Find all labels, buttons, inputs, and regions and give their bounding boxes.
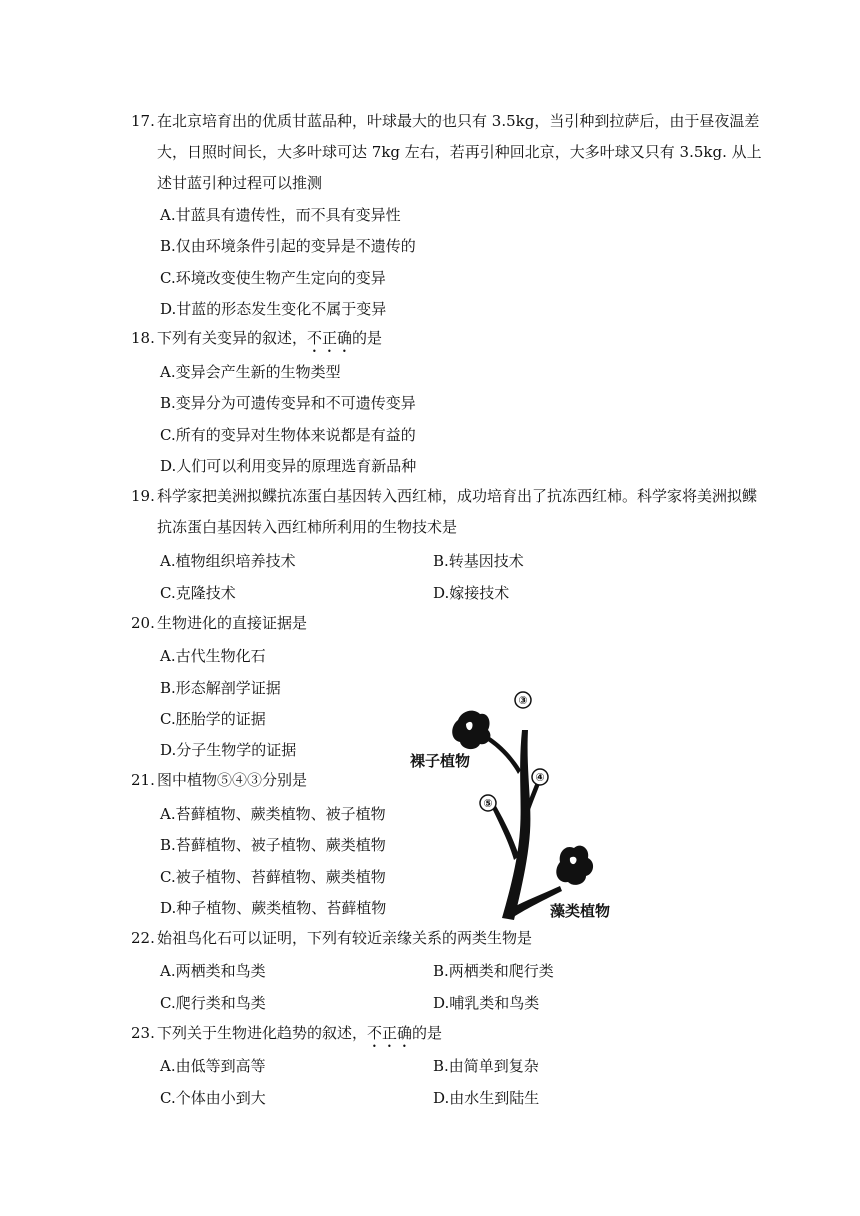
gymnosperm-label: 裸子植物	[410, 752, 471, 770]
question-stem: 生物进化的直接证据是	[157, 614, 308, 632]
option-a: A.植物组织培养技术	[160, 552, 296, 570]
question-stem	[157, 323, 771, 356]
tree-trunk	[502, 730, 530, 920]
option-d: D.分子生物学的证据	[160, 741, 297, 759]
option-b: B.变异分为可遗传变异和不可遗传变异	[160, 394, 416, 412]
algae-label: 藻类植物	[550, 902, 611, 920]
question-number: 18.	[131, 329, 155, 347]
option-a: A.由低等到高等	[160, 1057, 266, 1075]
question-number: 23.	[131, 1024, 155, 1042]
marker-4: ④	[535, 771, 545, 784]
stem-text: 的是	[352, 329, 383, 347]
option-c: C.个体由小到大	[160, 1089, 266, 1107]
question-stem: 科学家把美洲拟鲽抗冻蛋白基因转入西红柿，成功培育出了抗冻西红柿。科学家将美洲拟鲽抗冻蛋白基因转入西红柿所利用的生物技术是	[157, 487, 758, 536]
question-number: 22.	[131, 929, 155, 947]
question-stem: 始祖鸟化石可以证明，下列有较近亲缘关系的两类生物是	[157, 929, 533, 947]
question-18	[131, 323, 771, 356]
option-a: A.甘蓝具有遗传性，而不具有变异性	[160, 206, 401, 224]
question-21	[131, 765, 431, 796]
option-a: A.两栖类和鸟类	[160, 962, 266, 980]
marker-5: ⑤	[483, 797, 493, 810]
option-d: D.种子植物、蕨类植物、苔藓植物	[160, 899, 387, 917]
option-d: D.哺乳类和鸟类	[433, 994, 540, 1012]
option-b: B.形态解剖学证据	[160, 679, 281, 697]
plant-evolution-tree-figure	[410, 690, 630, 930]
branch-5	[492, 806, 519, 860]
question-stem: 图中植物⑤④③分别是	[157, 771, 308, 789]
question-19	[131, 481, 771, 543]
option-d: D.人们可以利用变异的原理选育新品种	[160, 457, 417, 475]
option-d: D.由水生到陆生	[433, 1089, 540, 1107]
option-b: B.由简单到复杂	[433, 1057, 539, 1075]
question-17	[131, 106, 771, 199]
marker-3: ③	[518, 694, 528, 707]
option-d: D.嫁接技术	[433, 584, 510, 602]
option-c: C.被子植物、苔藓植物、蕨类植物	[160, 868, 386, 886]
question-23	[131, 1018, 771, 1051]
option-b: B.苔藓植物、被子植物、蕨类植物	[160, 836, 386, 854]
question-number: 19.	[131, 487, 155, 505]
question-20	[131, 608, 771, 639]
option-a: A.苔藓植物、蕨类植物、被子植物	[160, 805, 386, 823]
gymnosperm-plant-icon	[452, 711, 490, 749]
option-d: D.甘蓝的形态发生变化不属于变异	[160, 300, 387, 318]
option-b: B.转基因技术	[433, 552, 524, 570]
question-number: 17.	[131, 112, 155, 130]
option-c: C.环境改变使生物产生定向的变异	[160, 269, 386, 287]
emphasis-text: 不正确	[307, 329, 353, 347]
stem-text: 下列关于生物进化趋势的叙述，	[157, 1024, 368, 1042]
question-number: 20.	[131, 614, 155, 632]
stem-text: 的是	[412, 1024, 443, 1042]
option-b: B.仅由环境条件引起的变异是不遗传的	[160, 237, 416, 255]
option-c: C.胚胎学的证据	[160, 710, 266, 728]
stem-text: 下列有关变异的叙述，	[157, 329, 308, 347]
option-a: A.古代生物化石	[160, 647, 266, 665]
option-c: C.克隆技术	[160, 584, 236, 602]
option-a: A.变异会产生新的生物类型	[160, 363, 341, 381]
question-stem	[157, 1018, 771, 1051]
question-stem: 在北京培育出的优质甘蓝品种，叶球最大的也只有 3.5kg，当引种到拉萨后，由于昼夜温差大，日照时间长，大多叶球可达 7kg 左右，若再引种回北京，大多叶球又只有 3.5kg. 从上述甘蓝引种过程可以推测	[157, 112, 762, 192]
question-number: 21.	[131, 771, 155, 789]
option-c: C.爬行类和鸟类	[160, 994, 266, 1012]
emphasis-text: 不正确	[367, 1024, 413, 1042]
option-b: B.两栖类和爬行类	[433, 962, 554, 980]
algae-plant-icon	[556, 846, 593, 885]
option-c: C.所有的变异对生物体来说都是有益的	[160, 426, 416, 444]
question-22	[131, 923, 771, 954]
